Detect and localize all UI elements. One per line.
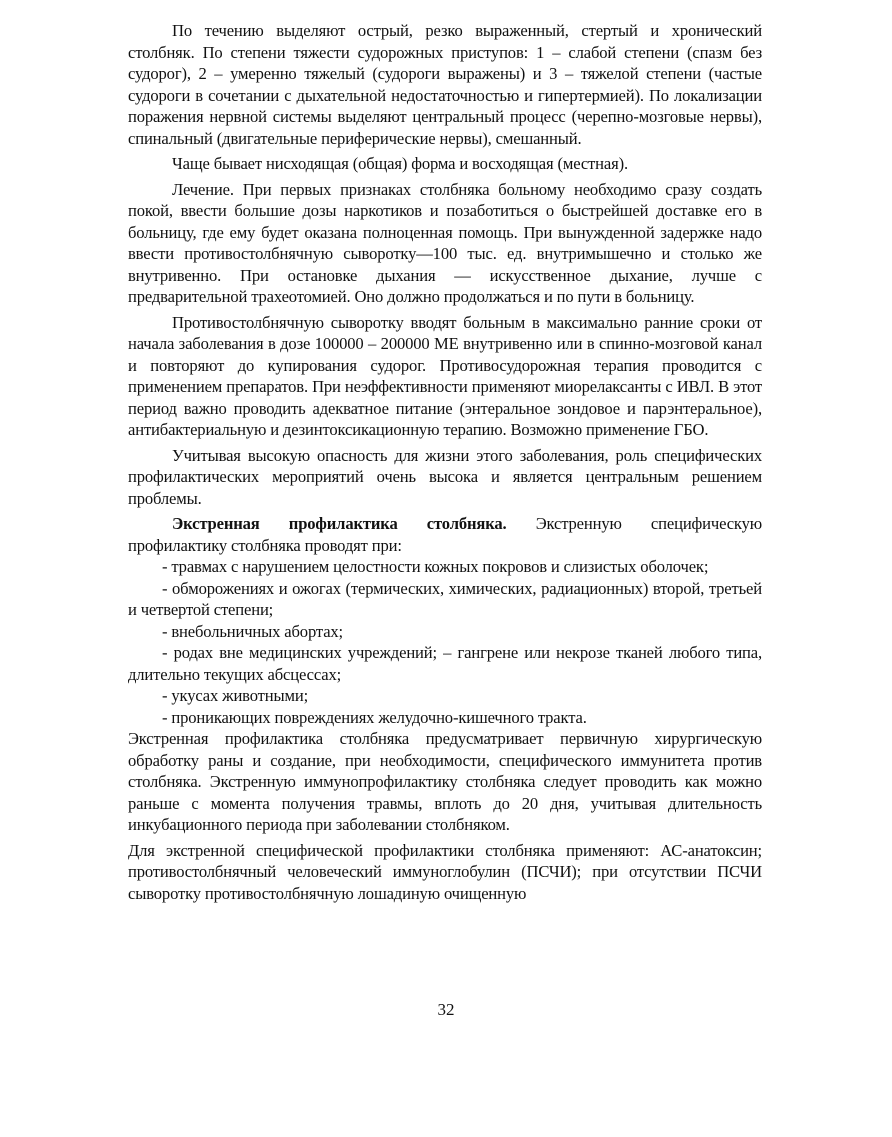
paragraph-prevention-role: Учитывая высокую опасность для жизни этого заболевания, роль специфических профилактических мероприятий очень высока и является центральным решением проблемы. (128, 445, 762, 508)
list-item: - травмах с нарушением целостности кожных покровов и слизистых оболочек; (162, 557, 709, 576)
paragraph-agents: Для экстренной специфической профилактики столбняка применяют: АС-анатоксин; противостолбнячный человеческий иммуноглобулин (ПСЧИ); при отсутствии ПСЧИ сыворотку противостолбнячную лошадиную очищенную (128, 840, 762, 903)
paragraph-course-classification: По течению выделяют острый, резко выраженный, стертый и хронический столбняк. По степени тяжести судорожных приступов: 1 – слабой степени (спазм без судорог), 2 – умеренно тяжелый (судороги выражены) и 3 – тяжелой степени (частые судороги в сочетании с дыхательной недостаточностью и гипертермией). По локализации поражения нервной системы выделяют центральный процесс (черепно-мозговые нервы), спинальный (двигательные периферические нервы), смешанный. (128, 21, 762, 148)
paragraph-forms: Чаще бывает нисходящая (общая) форма и восходящая (местная). (172, 154, 628, 173)
paragraph-emergency-prophylaxis (128, 513, 762, 556)
paragraph-treatment: Лечение. При первых признаках столбняка больному необходимо сразу создать покой, ввести большие дозы наркотиков и позаботиться о быстрейшей доставке его в больницу, где ему будет оказана полноценная помощь. При вынужденной задержке надо ввести противостолбнячную сыворотку—100 тыс. ед. внутримышечно и столько же внутривенно. При остановке дыхания — искусственное дыхание, лучше с предварительной трахеотомией. Оно должно продолжаться и по пути в больницу. (128, 179, 762, 306)
page-number: 32 (437, 1000, 455, 1019)
section-intro: Экстренную специфическую профилактику столбняка проводят при: (128, 514, 762, 555)
page-body (128, 20, 762, 904)
list-item: - укусах животными; (162, 686, 309, 705)
list-item: - обморожениях и ожогах (термических, химических, радиационных) второй, третьей и четвертой степени; (128, 578, 762, 619)
paragraph-emergency-description: Экстренная профилактика столбняка предусматривает первичную хирургическую обработку раны и создание, при необходимости, специфического иммунитета против столбняка. Экстренную иммунопрофилактику столбняка следует проводить как можно раньше с момента получения травмы, вплоть до 20 дня, учитывая длительность инкубационного периода при заболевании столбняком. (128, 729, 762, 834)
paragraph-serum: Противостолбнячную сыворотку вводят больным в максимально ранние сроки от начала заболевания в дозе 100000 – 200000 МЕ внутривенно или в спинно-мозговой канал и повторяют до купирования судорог. Противосудорожная терапия проводится с применением препаратов. При неэффективности применяют миорелаксанты с ИВЛ. В этот период важно проводить адекватное питание (энтеральное зондовое и парэнтеральное), антибактериальную и дезинтоксикационную терапию. Возможно применение ГБО. (128, 312, 762, 439)
list-item: - внебольничных абортах; (162, 621, 344, 641)
list-item: - родах вне медицинских учреждений; – гангрене или некрозе тканей любого типа, длительно текущих абсцессах; (128, 643, 762, 684)
section-heading: Экстренная профилактика столбняка. (172, 514, 507, 533)
list-item: - проникающих повреждениях желудочно-кишечного тракта. (162, 707, 587, 727)
